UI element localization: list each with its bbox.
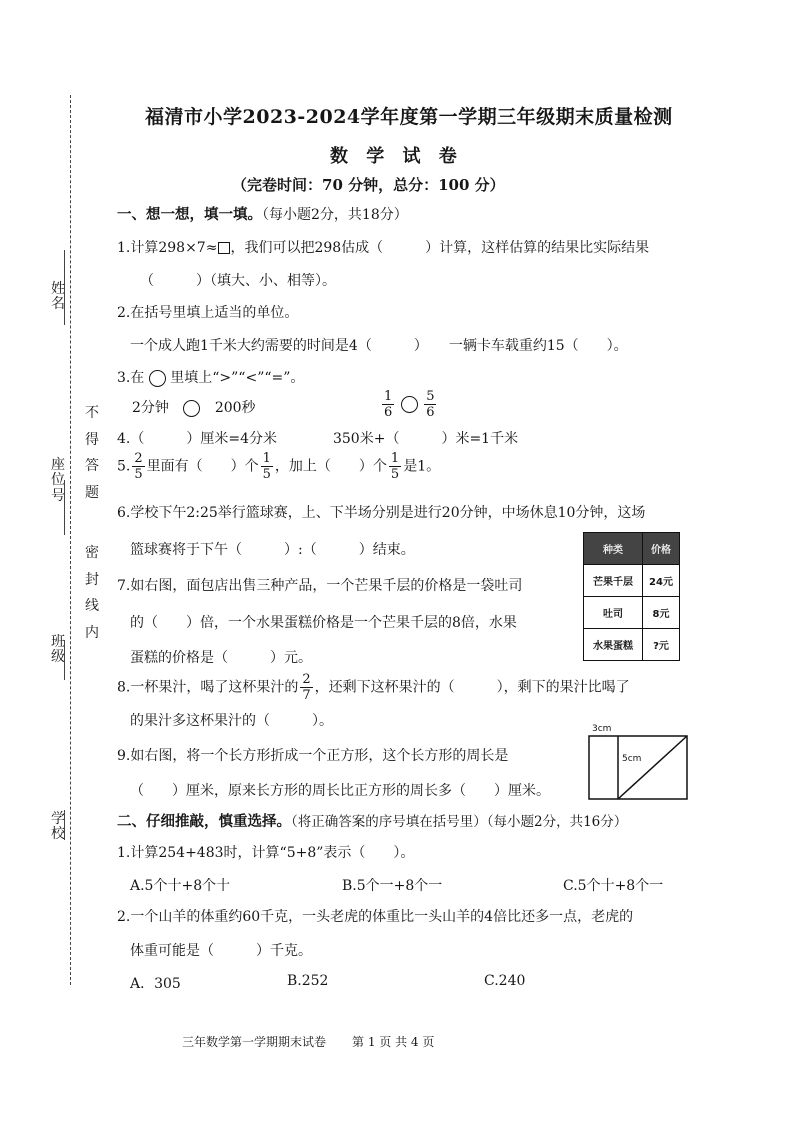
answer-square-icon (218, 242, 230, 254)
q7-text-c: 蛋糕的价格是（ ）元。 (130, 650, 312, 666)
q2-text-b: 一个成人跑1千米大约需要的时间是4（ ） 一辆卡车载重约15（ ）。 (130, 338, 628, 354)
fraction-denominator: 5 (262, 467, 271, 482)
q2-text-a: 2.在括号里填上适当的单位。 (117, 305, 299, 321)
exam-subtitle: 数 学 试 卷 (330, 146, 463, 167)
table-cell: 吐司 (584, 597, 643, 629)
section1-header (117, 203, 408, 224)
compare-circle-icon (183, 400, 200, 417)
q6-text-a: 6.学校下午2:25举行篮球赛，上、下半场分别是进行20分钟，中场休息10分钟，这场 (117, 505, 646, 521)
q9-text-b: （ ）厘米，原来长方形的周长比正方形的周长多（ ）厘米。 (130, 783, 550, 799)
q7-text-b: 的（ ）倍，一个水果蛋糕价格是一个芒果千层的8倍，水果 (130, 615, 517, 631)
q1-text-a: 1.计算298×7≈ (117, 240, 218, 256)
price-table (583, 532, 680, 661)
table-cell: 芒果千层 (584, 565, 643, 597)
section1-heading: 一、想一想，填一填。 (117, 206, 262, 223)
fraction-numerator: 1 (384, 389, 393, 404)
footer-title: 三年数学第一学期期末试卷 (182, 1035, 327, 1049)
fraction-one-fifth (261, 452, 273, 481)
school-underline (64, 810, 65, 840)
q8-text-b: ，还剩下这杯果汁的（ ），剩下的果汁比喝了 (314, 679, 630, 696)
q3-text-a: 3.在 (117, 370, 145, 386)
exam-title: 福清市小学2023-2024学年度第一学期三年级期末质量检测 (145, 106, 673, 128)
table-cell: ?元 (643, 629, 680, 661)
table-row (584, 597, 680, 629)
table-cell: 24元 (643, 565, 680, 597)
fraction-numerator: 5 (426, 389, 435, 404)
section2-header (117, 810, 627, 831)
q5-text-a: 5. (117, 458, 131, 475)
s2-q2-text-b: 体重可能是（ ）千克。 (130, 943, 312, 959)
fraction-numerator: 2 (134, 451, 143, 466)
question-3-line-2 (132, 393, 256, 423)
table-cell: 8元 (643, 597, 680, 629)
question-5 (117, 452, 440, 481)
seat-underline (64, 480, 65, 535)
s2-q1-text: 1.计算254+483时，计算“5+8”表示（ ）。 (117, 845, 415, 861)
q1-text-b: ，我们可以把298估成（ ）计算，这样估算的结果比实际结果 (230, 240, 650, 256)
question-8-line-1 (117, 673, 630, 702)
q8-text-c: 的果汁多这杯果汁的（ ）。 (130, 713, 333, 729)
figure-label-top: 3cm (592, 724, 612, 734)
q4-text: 4.（ ）厘米=4分米 350米+（ ）米=1千米 (117, 431, 519, 447)
fraction-five-sixths (424, 390, 436, 419)
q9-text-a: 9.如右图，将一个长方形折成一个正方形，这个长方形的周长是 (117, 748, 509, 764)
fraction-denominator: 6 (384, 405, 393, 420)
q5-text-c: ，加上（ ）个 (274, 458, 387, 475)
folded-rectangle-figure (588, 735, 688, 801)
binding-warning-left: 密封线内 (85, 545, 99, 641)
figure-label-diagonal: 5cm (622, 754, 642, 764)
fraction-two-fifths (132, 452, 144, 481)
school-label: 学校 (51, 811, 65, 843)
question-3-fraction-compare (380, 390, 438, 419)
fraction-denominator: 7 (302, 688, 311, 703)
table-header-cell: 价格 (643, 533, 680, 565)
table-row (584, 629, 680, 661)
section2-instruction: （将正确答案的序号填在括号里）（每小题2分，共16分） (291, 814, 628, 830)
fraction-numerator: 1 (262, 451, 271, 466)
class-label: 班级 (51, 634, 65, 666)
section1-points: （每小题2分，共18分） (262, 207, 408, 223)
fraction-denominator: 5 (134, 467, 143, 482)
fraction-one-sixth (382, 390, 394, 419)
q5-text-b: 里面有（ ）个 (146, 458, 259, 475)
s2-q2-text-a: 2.一个山羊的体重约60千克，一头老虎的体重比一头山羊的4倍比还多一点，老虎的 (117, 909, 634, 925)
q7-text-a: 7.如右图，面包店出售三种产品，一个芒果千层的价格是一袋吐司 (117, 578, 523, 594)
question-1-line-1 (117, 237, 649, 257)
fraction-denominator: 6 (426, 405, 435, 420)
class-underline (64, 640, 65, 680)
compare-circle-icon (401, 396, 418, 413)
question-3-line-1 (117, 367, 304, 387)
exam-time-info: （完卷时间：70 分钟，总分：100 分） (232, 176, 505, 194)
s2-q2-option-b: B.252 (287, 973, 329, 989)
binding-dashed-line (70, 95, 71, 985)
section2-heading: 二、仔细推敲，慎重选择。 (117, 813, 291, 830)
s2-q1-option-b: B.5个一+8个一 (342, 878, 443, 894)
q3-compare-right: 200秒 (214, 400, 256, 416)
table-header-cell: 种类 (584, 533, 643, 565)
seat-label: 座位号 (51, 457, 65, 504)
q1-text-c: （ ）（填大、小、相等）。 (140, 273, 336, 289)
q3-text-b: 里填上“>”“<”“=”。 (170, 370, 305, 386)
s2-q2-option-a: A．305 (130, 976, 181, 992)
binding-warning-right: 不得答题 (85, 405, 99, 501)
fraction-two-sevenths (300, 673, 312, 702)
fraction-denominator: 5 (390, 467, 400, 482)
compare-circle-icon (149, 370, 166, 387)
fraction-one-fifth (389, 452, 401, 481)
table-header-row (584, 533, 680, 565)
table-row (584, 565, 680, 597)
footer-page-number: 第 1 页 共 4 页 (352, 1035, 435, 1049)
fraction-numerator: 2 (302, 672, 311, 687)
s2-q1-option-c: C.5个十+8个一 (563, 878, 664, 894)
s2-q2-option-c: C.240 (484, 973, 526, 989)
q5-text-d: 是1。 (403, 458, 441, 475)
q6-text-b: 篮球赛将于下午（ ）:（ ）结束。 (130, 542, 415, 558)
s2-q1-option-a: A.5个十+8个十 (130, 878, 231, 894)
q3-compare-left: 2分钟 (132, 400, 169, 416)
q8-text-a: 8.一杯果汁，喝了这杯果汁的 (117, 679, 299, 696)
name-label: 姓名 (51, 281, 65, 313)
fraction-numerator: 1 (390, 451, 400, 466)
table-cell: 水果蛋糕 (584, 629, 643, 661)
name-underline (64, 250, 65, 325)
